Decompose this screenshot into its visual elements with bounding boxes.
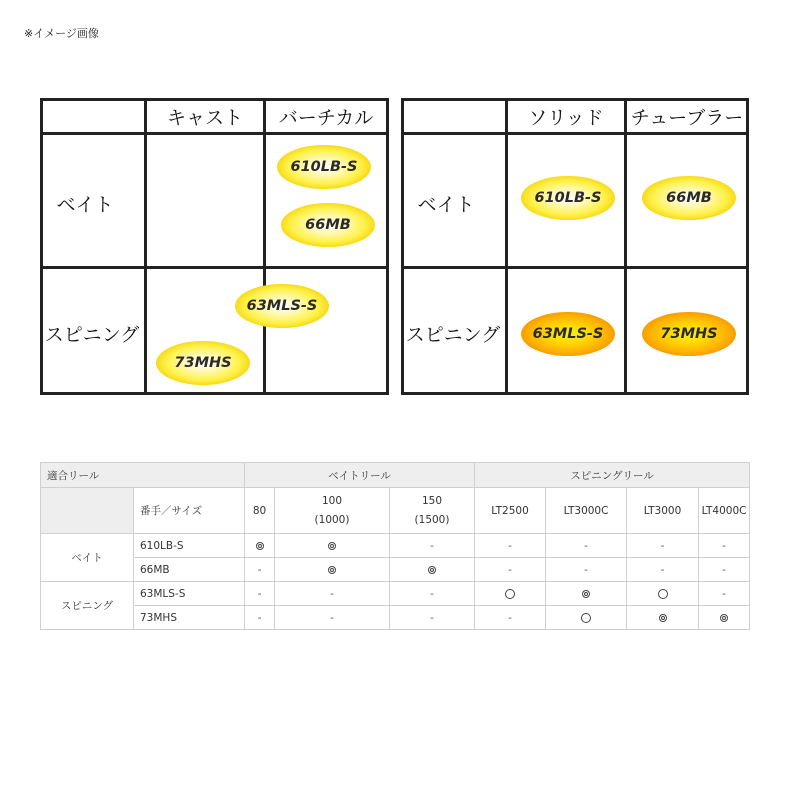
circle-icon [505,589,515,599]
model-badge-66mb: 66MB [642,176,736,220]
image-note: ※イメージ画像 [24,27,99,40]
table-row [41,534,750,558]
grid-line [624,101,627,392]
row-head-bait: ベイト [56,194,114,216]
size-header [627,488,699,534]
compat-cell [627,582,699,606]
circle-icon [658,589,668,599]
compat-cell: - [245,606,275,630]
col-head-solid: ソリッド [528,107,604,129]
compat-cell: - [275,606,390,630]
size-value: LT3000 [643,504,682,517]
model-name: 63MLS-S [134,582,245,606]
row-head-spinning: スピニング [44,324,140,346]
double-circle-icon [720,614,728,622]
double-circle-icon [328,542,336,550]
compat-cell [275,558,390,582]
model-badge-73mhs: 73MHS [156,341,250,385]
size-value-sub: (1500) [414,514,450,526]
col-head-vertical: バーチカル [278,107,374,129]
model-badge-73mhs: 73MHS [642,312,736,356]
reel-compatibility-table [40,462,750,630]
size-value: LT3000C [563,504,609,517]
model-name: 66MB [134,558,245,582]
grid-line [404,132,746,135]
model-badge-610lb-s: 610LB-S [521,176,615,220]
compat-cell: - [699,558,750,582]
size-header [275,488,390,534]
size-value: LT4000C [701,504,747,517]
size-value: LT2500 [491,504,529,517]
compat-cell: - [275,582,390,606]
circle-icon [581,613,591,623]
compat-cell [475,582,546,606]
corner-header: 適合リール [41,463,245,488]
row-head-bait: ベイト [417,194,475,216]
spinning-reel-header: スピニングリール [475,463,750,488]
model-name: 610LB-S [134,534,245,558]
compat-cell: - [627,558,699,582]
compat-cell: - [546,558,627,582]
size-header [699,488,750,534]
compat-cell: - [390,582,475,606]
double-circle-icon [328,566,336,574]
table-row [41,582,750,606]
compat-cell [275,534,390,558]
compat-cell: - [475,534,546,558]
compat-cell: - [546,534,627,558]
model-badge-63mls-s: 63MLS-S [235,284,329,328]
bait-reel-header: ベイトリール [245,463,475,488]
model-name: 73MHS [134,606,245,630]
compat-cell [546,606,627,630]
table-row [41,606,750,630]
compat-cell: - [627,534,699,558]
compat-cell: - [699,582,750,606]
size-value-sub: (1000) [314,514,350,526]
compat-cell: - [699,534,750,558]
model-badge-610lb-s: 610LB-S [277,145,371,189]
size-header [546,488,627,534]
compat-cell [245,534,275,558]
compat-cell: - [475,606,546,630]
rod-matrix-solid-tubular [401,98,749,395]
row-head-spinning: スピニング [405,324,501,346]
compat-cell [627,606,699,630]
corner-blank [41,488,134,534]
group-label: ベイト [41,534,134,582]
grid-line [505,101,508,392]
double-circle-icon [582,590,590,598]
double-circle-icon [659,614,667,622]
size-header [245,488,275,534]
size-value: 80 [252,504,267,517]
model-badge-63mls-s: 63MLS-S [521,312,615,356]
grid-line [404,266,746,269]
size-header [475,488,546,534]
size-value: 100 [321,495,343,507]
group-label: スピニング [41,582,134,630]
grid-line [43,132,386,135]
grid-line [43,266,386,269]
compat-cell [390,558,475,582]
compat-cell: - [390,534,475,558]
compat-cell: - [245,558,275,582]
model-badge-66mb: 66MB [281,203,375,247]
double-circle-icon [256,542,264,550]
size-header [390,488,475,534]
size-value: 150 [421,495,443,507]
size-header-row [41,488,750,534]
size-label: 番手／サイズ [134,488,245,534]
col-head-tubular: チューブラー [630,107,744,129]
rod-matrix-cast-vertical [40,98,389,395]
compat-cell [546,582,627,606]
compat-cell: - [475,558,546,582]
col-head-cast: キャスト [166,107,243,129]
grid-line [263,101,266,392]
grid-line [144,101,147,392]
double-circle-icon [428,566,436,574]
compat-cell: - [390,606,475,630]
compat-cell [699,606,750,630]
compat-cell: - [245,582,275,606]
table-row [41,558,750,582]
table-header-row [41,463,750,488]
